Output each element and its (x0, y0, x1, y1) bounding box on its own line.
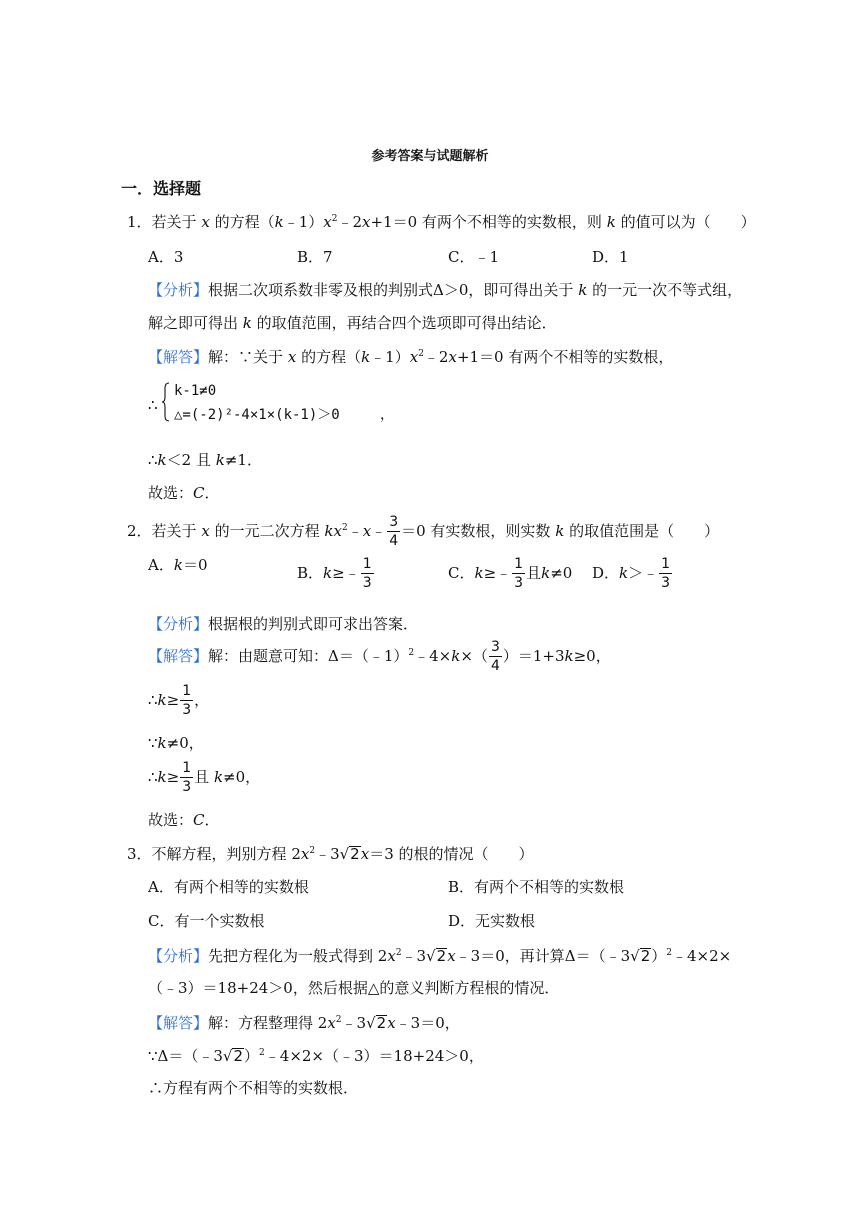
q2-answer-line-1: 【解答】解：由题意可知：Δ＝（﹣1）$^2$﹣4×k×（ $\frac{3}{4}$ ）＝1+3k≥0， (148, 639, 611, 674)
q1-option-d: D．1 (592, 248, 629, 266)
analysis-tag: 【分析】 (148, 281, 209, 299)
question-1-stem: 1．若关于 x 的方程$(k﹣1)x^2﹣2x+1=0$ 有两个不相等的实数根，则 k 的值可以为（ ） (127, 213, 756, 231)
q3-answer-line-3: ∴方程有两个不相等的实数根． (148, 1079, 359, 1097)
q1-option-c: C．﹣1 (448, 248, 500, 266)
q3-option-a: A．有两个相等的实数根 (148, 878, 309, 896)
q1-option-a: A．3 (148, 248, 184, 266)
q2-option-c: C．k≥﹣ $\frac{1}{3}$ 且k≠0 (448, 556, 573, 591)
q3-answer-line-2: ∵Δ＝（﹣3√2）$^2$﹣4×2×（﹣3）＝18+24＞0， (148, 1047, 484, 1065)
system-line-2: △=(-2)²-4×1×(k-1)＞0 (174, 407, 340, 423)
q1-result: ∴k＜2 且 k≠1． (148, 451, 262, 469)
q1-option-b: B．7 (297, 248, 333, 266)
q2-analysis: 【分析】根据根的判别式即可求出答案． (148, 615, 419, 633)
fraction-three-quarters: $\frac{3}{4}$ (389, 514, 399, 549)
q3-option-c: C．有一个实数根 (148, 912, 265, 930)
q1-analysis-line-2: 解之即可得出 k 的取值范围，再结合四个选项即可得出结论． (148, 314, 557, 332)
q3-answer-line-1: 【解答】解：方程整理得 $2x^2﹣3√2x﹣3=0$， (148, 1014, 460, 1032)
system-line-1: k-1≠0 (174, 383, 217, 399)
answer-tag: 【解答】 (148, 647, 209, 665)
q1-choice: 故选：C． (148, 484, 220, 502)
analysis-tag: 【分析】 (148, 947, 209, 965)
q2-option-b: B．k≥﹣ $\frac{1}{3}$ (297, 556, 372, 591)
q2-answer-line-4: ∴k≥ $\frac{1}{3}$ 且 k≠0， (148, 760, 261, 795)
brace-icon (162, 382, 170, 422)
page-title: 参考答案与试题解析 (371, 149, 489, 164)
q3-option-b: B．有两个不相等的实数根 (448, 878, 625, 896)
q2-answer-line-2: ∴k≥ $\frac{1}{3}$ ， (148, 683, 210, 718)
section-heading: 一．选择题 (121, 179, 202, 198)
question-2-stem: 2．若关于 x 的一元二次方程 $kx^2﹣x﹣$ $\frac{3}{4}$ ＝0 有实数根，则实数 k 的取值范围是（ ） (127, 514, 720, 549)
q3-option-d: D．无实数根 (448, 912, 536, 930)
q2-option-d: D．k＞﹣ $\frac{1}{3}$ (592, 556, 671, 591)
answer-tag: 【解答】 (148, 1014, 209, 1032)
question-3-stem: 3．不解方程，判别方程 $2x^2﹣3√2x=3$ 的根的情况（ ） (127, 845, 534, 863)
q3-analysis-line-2: （﹣3）＝18+24＞0，然后根据△的意义判断方程根的情况． (148, 979, 560, 997)
q2-option-a: A．k＝0 (148, 555, 208, 574)
q1-answer-line-1: 【解答】解：∵关于 x 的方程$(k﹣1)x^2﹣2x+1=0$ 有两个不相等的实数根， (148, 348, 674, 366)
q3-analysis-line-1: 【分析】先把方程化为一般式得到 $2x^2﹣3√2x﹣3=0$，再计算Δ＝（﹣3√2）$^2$﹣4×2× (148, 947, 732, 965)
square-root: √2 (339, 845, 360, 863)
answer-tag: 【解答】 (148, 348, 209, 366)
q2-choice: 故选：C． (148, 811, 220, 829)
analysis-tag: 【分析】 (148, 615, 209, 633)
q2-answer-line-3: ∵k≠0， (148, 734, 204, 752)
q1-analysis-line-1: 【分析】根据二次项系数非零及根的判别式Δ＞0，即可得出关于 k 的一元一次不等式组， (148, 281, 743, 299)
